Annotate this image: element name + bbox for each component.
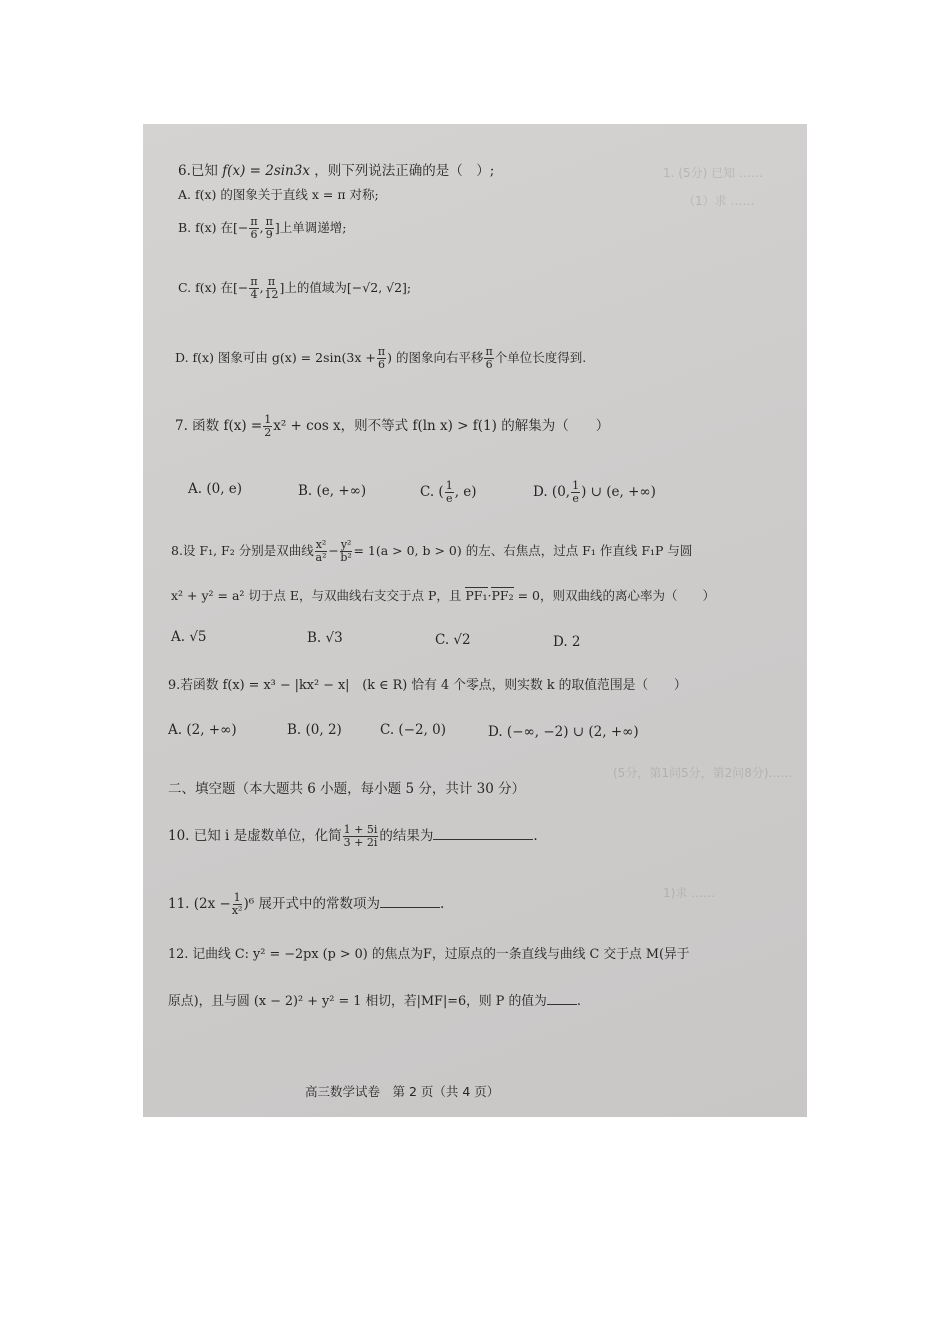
q10-stem: 10. 已知 i 是虚数单位，化简 $\frac{1 + 5i}{3 + 2i}$ 的结果为 .: [168, 823, 538, 849]
q6-b-suffix: ]上单调递增;: [274, 220, 347, 235]
fraction-q10: $\frac{1 + 5i}{3 + 2i}$: [343, 823, 378, 849]
dot-operator: ·: [487, 588, 492, 603]
q6-function: f(x) = 2sin3x: [222, 163, 310, 179]
q6-c-prefix: C. f(x) 在[−: [178, 280, 249, 295]
fraction-x2-a2: $\frac{\text{x²}}{\text{a²}}$: [315, 538, 327, 564]
q8-l1-prefix: 8.设 F₁, F₂ 分别是双曲线: [171, 543, 314, 558]
bleed-through-text: (5分，第1问5分，第2问8分)……: [613, 766, 793, 780]
q12-stem-line-2: 原点)，且与圆 (x − 2)² + y² = 1 相切，若|MF|=6，则 P 的值为 .: [168, 990, 581, 1011]
q7-stem: [175, 414, 609, 439]
q6-stem-suffix: ，则下列说法正确的是（ ）;: [314, 163, 495, 179]
q7-c-suffix: , e): [454, 484, 477, 500]
bleed-through-text: 1)求 ……: [663, 886, 716, 900]
q11-prefix: 11. (2x −: [168, 896, 231, 912]
q8-option-d: D. 2: [553, 634, 581, 650]
q9-option-b: B. (0, 2): [287, 722, 342, 738]
q6-stem-prefix: 6.已知: [178, 163, 218, 179]
q6-option-c: C. f(x) 在[− $\frac{\pi}{4}$ , $\frac{\pi}{12}$ ]上的值域为[−√2, √2];: [178, 275, 412, 301]
q12-l2-text: 原点)，且与圆 (x − 2)² + y² = 1 相切，若|MF|=6，则 P 的值为: [168, 994, 547, 1009]
fraction-y2-b2: $\frac{\text{y²}}{\text{b²}}$: [340, 538, 352, 564]
q10-prefix: 10. 已知 i 是虚数单位，化简: [168, 828, 342, 844]
q7-c-prefix: C. (: [420, 484, 444, 500]
q7-option-c: [420, 480, 477, 505]
fraction-q11: $\frac{1}{\text{x²}}$: [231, 891, 243, 917]
q6-b-prefix: B. f(x) 在[−: [178, 220, 249, 235]
fraction-one-over-e: $\frac{1}{e}$: [572, 479, 580, 505]
q9-option-d: D. (−∞, −2) ∪ (2, +∞): [488, 724, 639, 740]
q10-suffix: 的结果为: [379, 828, 434, 844]
exam-photo: [143, 124, 807, 1117]
bleed-through-text: （1）求 ……: [683, 194, 755, 208]
fraction-pi-6: $\frac{\pi}{6}$: [485, 345, 493, 371]
section-heading-fill-in: 二、填空题（本大题共 6 小题，每小题 5 分，共计 30 分）: [168, 781, 526, 797]
q7-option-a: A. (0, e): [188, 481, 243, 497]
bleed-through-text: 1. (5分) 已知 ……: [663, 166, 763, 180]
q8-option-b: B. √3: [307, 630, 343, 646]
q9-option-c: C. (−2, 0): [380, 722, 447, 738]
answer-blank[interactable]: [547, 990, 577, 1005]
q8-stem-line-2: [171, 587, 715, 605]
fraction-pi-6: $\frac{\pi}{6}$: [377, 345, 386, 371]
q7-d-prefix: D. (0,: [533, 484, 571, 500]
q8-option-a: A. √5: [171, 629, 207, 645]
vector-pf2: PF₂: [491, 588, 514, 603]
fraction-pi-4: $\frac{\pi}{4}$: [250, 275, 258, 301]
q8-stem-line-1: 8.设 F₁, F₂ 分别是双曲线 $\frac{\text{x²}}{\text{a²}}$ − $\frac{\text{y²}}{\text{b²}}$ = 1(a > 0, b > 0) 的左、右焦点，过点 F₁ 作直线 F₁P 与圆: [171, 538, 693, 564]
q6-option-d: [175, 346, 586, 371]
q6-option-b: B. f(x) 在[− $\frac{\pi}{6}$ , $\frac{\pi}{9}$ ]上单调递增;: [178, 215, 347, 241]
q6-option-a: A. f(x) 的图象关于直线 x = π 对称;: [178, 187, 379, 202]
fraction-pi-9: $\frac{\pi}{9}$: [265, 215, 273, 241]
q11-suffix: )⁶ 展开式中的常数项为: [243, 896, 380, 912]
q6-d-suffix: 个单位长度得到.: [494, 350, 587, 365]
q6-stem: [178, 162, 494, 180]
page-footer: 高三数学试卷 第 2 页（共 4 页）: [305, 1084, 500, 1099]
q9-stem: 9.若函数 f(x) = x³ − |kx² − x| (k ∈ R) 恰有 4 个零点，则实数 k 的取值范围是（ ）: [168, 678, 687, 693]
vector-pf1: PF₁: [465, 588, 488, 603]
q9-option-a: A. (2, +∞): [168, 722, 237, 738]
q8-l2-suffix: = 0，则双曲线的离心率为（ ）: [517, 588, 715, 603]
q7-option-d: [533, 480, 656, 505]
q6-d-middle: ) 的图象向右平移: [387, 350, 484, 365]
q12-stem-line-1: 12. 记曲线 C: y² = −2px (p > 0) 的焦点为F，过原点的一条直线与曲线 C 交于点 M(异于: [168, 947, 690, 962]
fraction-one-over-e: $\frac{1}{e}$: [445, 479, 453, 505]
q6-d-prefix: D. f(x) 图象可由 g(x) = 2sin(3x +: [175, 350, 376, 365]
q8-l2-prefix: x² + y² = a² 切于点 E，与双曲线右支交于点 P，且: [171, 588, 462, 603]
q7-stem-suffix: x² + cos x，则不等式 f(ln x) > f(1) 的解集为（ ）: [273, 418, 610, 434]
fraction-pi-12: $\frac{\pi}{12}$: [264, 275, 279, 301]
q11-stem: 11. (2x − $\frac{1}{\text{x²}}$ )⁶ 展开式中的常数项为 .: [168, 891, 445, 917]
fraction-pi-6: $\frac{\pi}{6}$: [250, 215, 258, 241]
q7-stem-prefix: 7. 函数 f(x) =: [175, 418, 263, 434]
q6-c-suffix: ]上的值域为[−√2, √2];: [279, 280, 412, 295]
q7-d-suffix: ) ∪ (e, +∞): [581, 484, 656, 500]
fraction-one-half: $\frac{1}{2}$: [264, 413, 272, 439]
q8-l1-suffix: = 1(a > 0, b > 0) 的左、右焦点，过点 F₁ 作直线 F₁P 与圆: [353, 543, 693, 558]
answer-blank[interactable]: [433, 825, 533, 840]
answer-blank[interactable]: [380, 893, 440, 908]
q8-option-c: C. √2: [435, 632, 471, 648]
q7-option-b: B. (e, +∞): [298, 483, 367, 499]
